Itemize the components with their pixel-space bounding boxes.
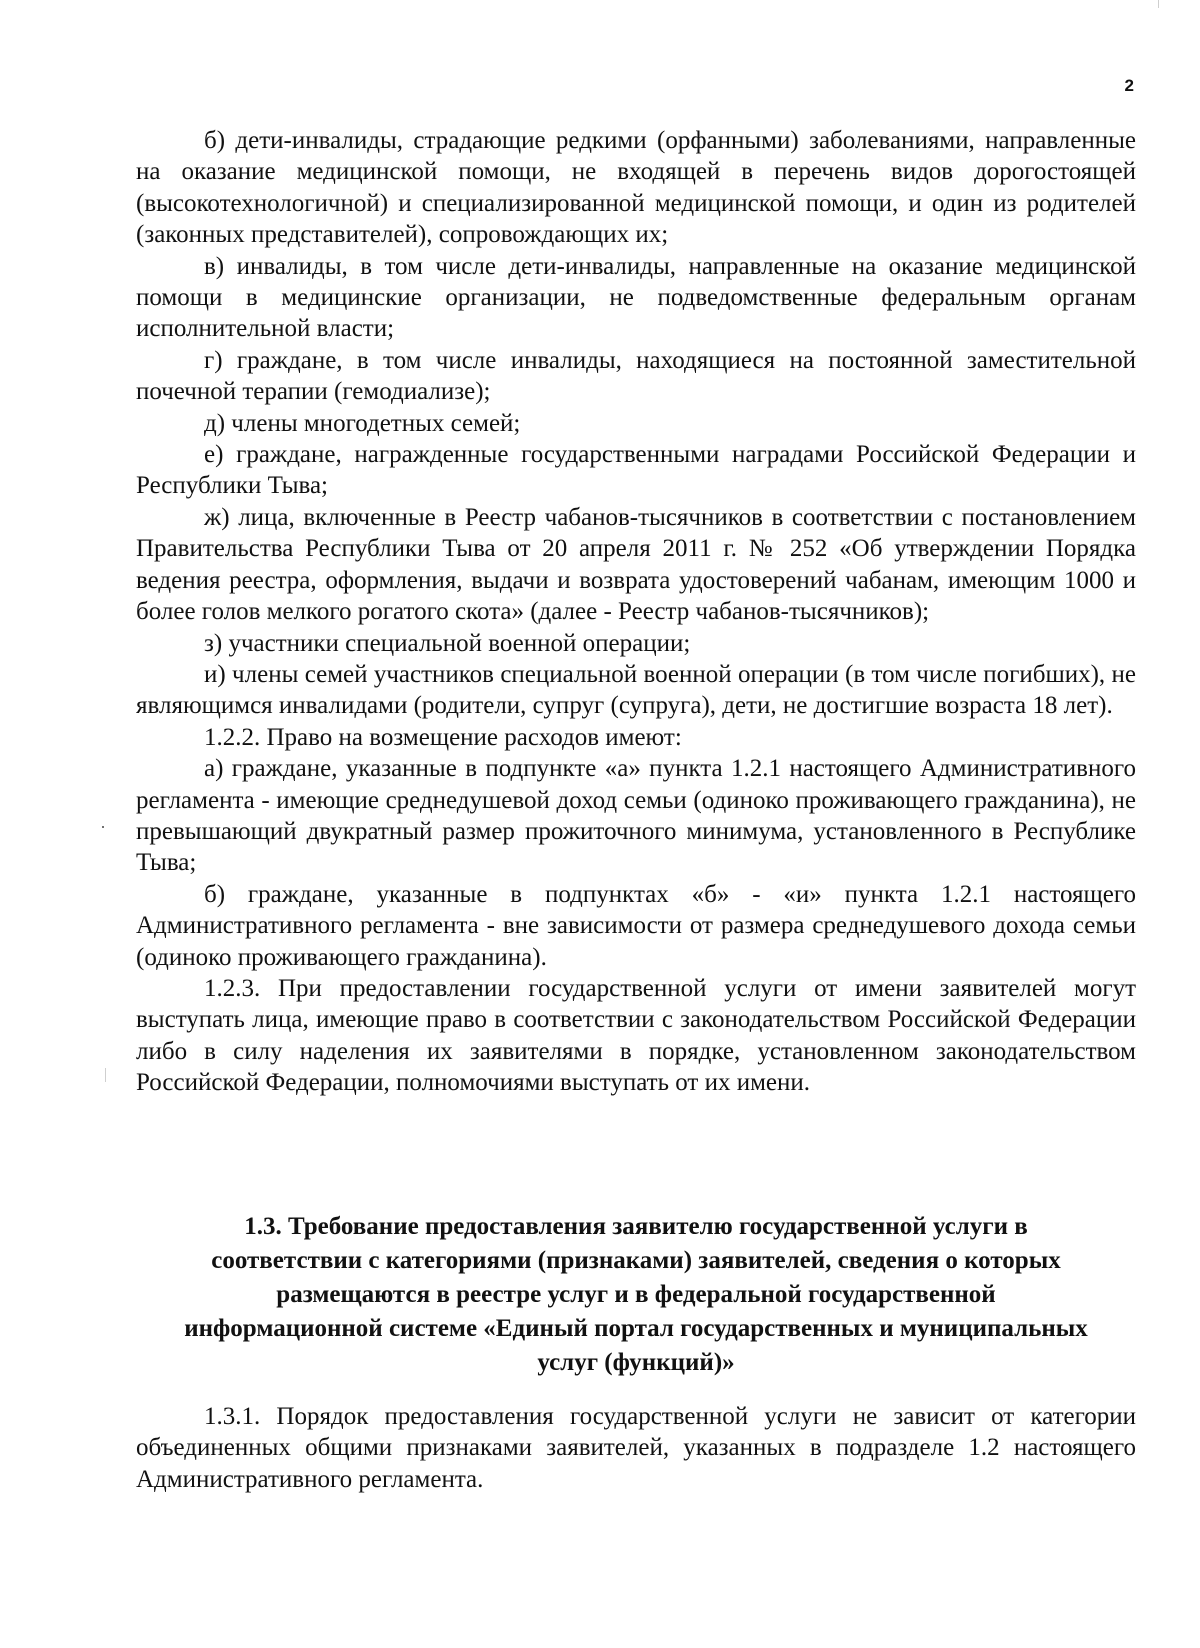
final-text [136,1401,1136,1495]
paragraph-d-large-families: д) члены многодетных семей; [204,409,521,437]
paragraph-1-2-2: 1.2.2. Право на возмещение расходов имеют: [204,723,682,751]
paragraph-e-state-awards: е) граждане, награжденные государственными наградами Российской Федерации и Республики Тыва; [136,441,1136,500]
heading-line: 1.3. Требование предоставления заявителю государственной услуги в [244,1213,1028,1240]
heading-line: размещаются в реестре услуг и в федеральной государственной [276,1281,996,1308]
paragraph-g-hemodialysis: г) граждане, в том числе инвалиды, находящиеся на постоянной заместительной почечной терапии (гемодиализе); [136,346,1136,406]
scan-artifact-mark [105,1068,106,1082]
section-heading-1-3 [136,1210,1136,1380]
scan-artifact-mark [1158,0,1159,8]
heading-line: информационной системе «Единый портал государственных и муниципальных [184,1315,1088,1342]
scan-artifact-dot [102,826,104,828]
heading-line: соответствии с категориями (признаками) заявителей, сведения о которых [211,1247,1061,1274]
paragraph-zh-shepherds-register: ж) лица, включенные в Реестр чабанов-тысячников в соответствии с постановлением Правительства Республики Тыва от 20 апреля 2011 г. № 252 «Об утверждении Порядка ведения реестра, оформления, выдачи и возврата удостоверений чабанам, имеющим 1000 и более голов мелкого рогатого скота» (далее - Реестр чабанов-тысячников); [136,503,1136,626]
paragraph-z-military-participants: з) участники специальной военной операции; [204,629,691,657]
paragraph-v-disabled-persons: в) инвалиды, в том числе дети-инвалиды, направленные на оказание медицинской помощи в медицинские организации, не подведомственные федеральным органам исполнительной власти; [136,252,1136,343]
body-text [136,125,1136,1099]
paragraph-1-2-3: 1.2.3. При предоставлении государственной услуги от имени заявителей могут выступать лица, имеющие право в соответствии с законодательством Российской Федерации либо в силу наделения их заявителями в порядке, установленном законодательством Российской Федерации, полномочиями выступать от их имени. [136,974,1136,1097]
paragraph-i-military-families: и) члены семей участников специальной военной операции (в том числе погибших), не являющимся инвалидами (родители, супруг (супруга), дети, не достигшие возраста 18 лет). [136,660,1136,720]
heading-line: услуг (функций)» [537,1349,735,1376]
paragraph-b-orphan-disabled-children: б) дети-инвалиды, страдающие редкими (орфанными) заболеваниями, направленные на оказание медицинской помощи, не входящей в перечень видов дорогостоящей (высокотехнологичной) и специализированной медицинской помощи, и один из родителей (законных представителей), сопровождающих их; [136,127,1136,249]
paragraph-1-3-1: 1.3.1. Порядок предоставления государственной услуги не зависит от категории объединенных общими признаками заявителей, указанных в подразделе 1.2 настоящего Административного регламента. [136,1403,1136,1493]
paragraph-b-regardless-income: б) граждане, указанные в подпунктах «б» - «и» пункта 1.2.1 настоящего Административного регламента - вне зависимости от размера среднедушевого дохода семьи (одиноко проживающего гражданина). [136,880,1136,971]
paragraph-a-income-criteria: а) граждане, указанные в подпункте «а» пункта 1.2.1 настоящего Административного регламента - имеющие среднедушевой доход семьи (одиноко проживающего гражданина), не превышающий двукратный размер прожиточного минимума, установленного в Республике Тыва; [136,755,1136,877]
page-number: 2 [1124,76,1134,95]
